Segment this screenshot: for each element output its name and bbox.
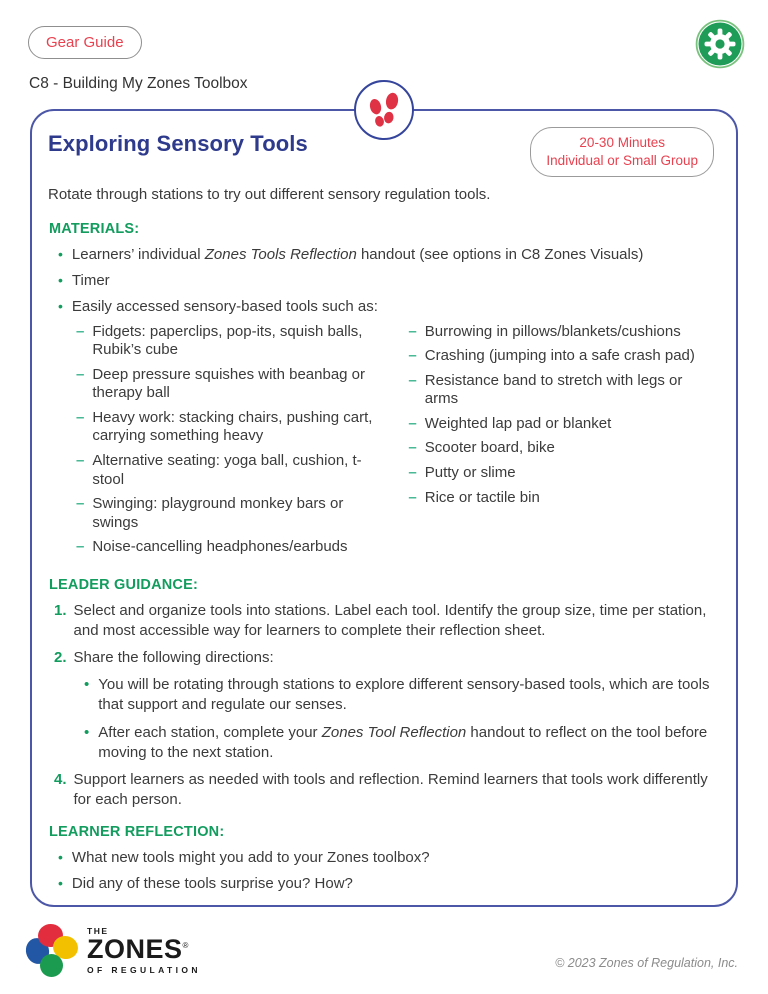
lesson-card bbox=[30, 109, 738, 907]
logo-of-regulation: OF REGULATION bbox=[87, 964, 201, 975]
learner-reflection-heading: LEARNER REFLECTION: bbox=[49, 823, 225, 840]
time-badge-duration: 20-30 Minutes bbox=[579, 135, 665, 150]
dash-icon: – bbox=[408, 414, 417, 432]
step-number: 2. bbox=[54, 649, 67, 667]
bullet-icon: • bbox=[58, 874, 63, 891]
dash-icon: – bbox=[76, 322, 85, 340]
page-title: Exploring Sensory Tools bbox=[48, 131, 308, 156]
reflection-text: Did any of these tools surprise you? How? bbox=[71, 874, 353, 892]
tool-item: – Scooter board, bike bbox=[408, 439, 555, 457]
sensory-tools-list bbox=[76, 323, 716, 564]
dash-icon: – bbox=[408, 464, 417, 482]
bullet-icon: • bbox=[58, 246, 63, 263]
dash-icon: – bbox=[76, 365, 85, 383]
materials-item-text: Easily accessed sensory-based tools such as: bbox=[71, 297, 378, 315]
logo-the: THE bbox=[87, 926, 109, 937]
dash-icon: – bbox=[408, 488, 417, 506]
tool-item: – Noise-cancelling headphones/earbuds bbox=[76, 538, 348, 556]
dash-icon: – bbox=[76, 538, 85, 556]
tools-column-right bbox=[408, 323, 716, 564]
bullet-icon: • bbox=[84, 676, 90, 694]
step-text: Select and organize tools into stations. Label each tool. Identify the group size, time per station, and most accessible way for learners to complete their reflection sheet. bbox=[73, 602, 707, 640]
gear-guide-badge: Gear Guide bbox=[28, 26, 142, 59]
zones-logo-text bbox=[87, 926, 201, 975]
reflection-item bbox=[58, 848, 716, 868]
dash-icon: – bbox=[76, 452, 85, 470]
step-number: 1. bbox=[54, 602, 67, 620]
tool-item: – Deep pressure squishes with beanbag or therapy ball bbox=[76, 365, 366, 402]
materials-item bbox=[58, 271, 716, 291]
tool-item: – Alternative seating: yoga ball, cushion, t-stool bbox=[76, 452, 362, 488]
page-footer bbox=[0, 923, 768, 994]
logo-zones: ZONES® bbox=[87, 934, 189, 965]
dash-icon: – bbox=[408, 347, 417, 365]
copyright-text: © 2023 Zones of Regulation, Inc. bbox=[555, 956, 738, 970]
dash-icon: – bbox=[408, 439, 417, 457]
step-text: Share the following directions: bbox=[73, 649, 274, 667]
reflection-text: What new tools might you add to your Zones toolbox? bbox=[71, 848, 430, 866]
tool-item: – Putty or slime bbox=[408, 464, 516, 482]
time-badge-grouping: Individual or Small Group bbox=[546, 152, 698, 168]
tool-item: – Crashing (jumping into a safe crash pad) bbox=[408, 347, 695, 365]
time-group-badge bbox=[530, 127, 714, 177]
dash-icon: – bbox=[408, 371, 417, 389]
lesson-subtitle: C8 - Building My Zones Toolbox bbox=[29, 75, 248, 92]
logo-petal-green bbox=[40, 954, 63, 977]
direction-item bbox=[84, 723, 716, 763]
bullet-icon: • bbox=[84, 723, 90, 741]
guidance-step bbox=[54, 648, 716, 668]
bullet-icon: • bbox=[58, 848, 63, 865]
materials-item bbox=[58, 245, 716, 265]
materials-heading: MATERIALS: bbox=[49, 221, 140, 238]
direction-text: You will be rotating through stations to explore different sensory-based tools, which are tools that support and regulate our senses. bbox=[98, 676, 710, 714]
tools-column-left bbox=[76, 323, 408, 564]
tool-item: – Weighted lap pad or blanket bbox=[408, 414, 612, 432]
bullet-icon: • bbox=[58, 271, 63, 288]
dash-icon: – bbox=[76, 408, 85, 426]
guidance-step bbox=[54, 601, 716, 641]
materials-item-text: Timer bbox=[71, 271, 110, 289]
zones-logo-icon bbox=[26, 923, 80, 978]
direction-item bbox=[84, 675, 716, 715]
dash-icon: – bbox=[76, 495, 85, 513]
tool-item: – Burrowing in pillows/blankets/cushions bbox=[408, 322, 681, 340]
materials-item-text: Learners’ individual Zones Tools Reflection handout (see options in C8 Zones Visuals) bbox=[71, 246, 644, 264]
tool-item: – Swinging: playground monkey bars or swings bbox=[76, 495, 344, 531]
step-text: Support learners as needed with tools and reflection. Remind learners that tools work differently for each person. bbox=[73, 770, 708, 808]
dash-icon: – bbox=[408, 322, 417, 340]
reflection-item bbox=[58, 874, 716, 894]
tool-item: – Rice or tactile bin bbox=[408, 488, 540, 506]
tool-item: – Heavy work: stacking chairs, pushing cart, carrying something heavy bbox=[76, 408, 373, 445]
lesson-description: Rotate through stations to try out different sensory regulation tools. bbox=[48, 185, 491, 203]
zones-logo bbox=[26, 923, 201, 978]
footprints-icon bbox=[354, 80, 414, 140]
direction-text: After each station, complete your Zones Tool Reflection handout to reflect on the tool before moving to the next station. bbox=[98, 723, 708, 761]
materials-item bbox=[58, 297, 716, 317]
tool-item: – Resistance band to stretch with legs or arms bbox=[408, 371, 683, 408]
tool-item: – Fidgets: paperclips, pop-its, squish balls, Rubik’s cube bbox=[76, 322, 363, 359]
guidance-step bbox=[54, 770, 716, 810]
gear-icon bbox=[694, 18, 746, 70]
leader-guidance-heading: LEADER GUIDANCE: bbox=[49, 577, 199, 594]
step-number: 4. bbox=[54, 770, 67, 788]
bullet-icon: • bbox=[58, 297, 63, 314]
